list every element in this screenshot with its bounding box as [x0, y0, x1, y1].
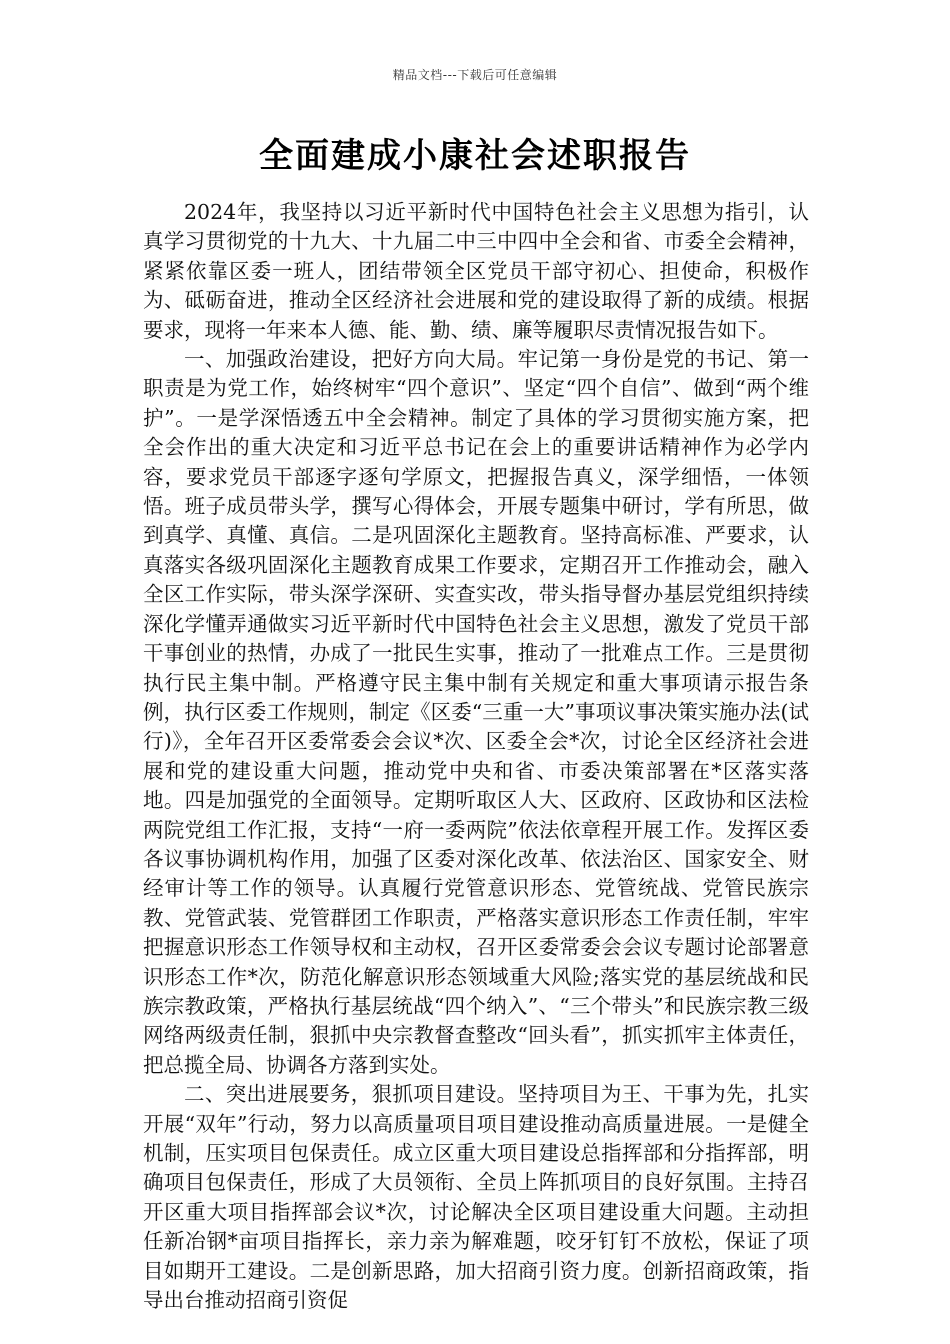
- document-body: [143, 198, 809, 1315]
- paragraph-section-one: 一、加强政治建设，把好方向大局。牢记第一身份是党的书记、第一职责是为党工作，始终树牢“四个意识”、坚定“四个自信”、做到“两个维护”。一是学深悟透五中全会精神。制定了具体的学习贯彻实施方案，把全会作出的重大决定和习近平总书记在会上的重要讲话精神作为必学内容，要求党员干部逐字逐句学原文，把握报告真义，深学细悟，一体领悟。班子成员带头学，撰写心得体会，开展专题集中研讨，学有所思，做到真学、真懂、真信。二是巩固深化主题教育。坚持高标准、严要求，认真落实各级巩固深化主题教育成果工作要求，定期召开工作推动会，融入全区工作实际，带头深学深研、实查实改，带头指导督办基层党组织持续深化学懂弄通做实习近平新时代中国特色社会主义思想，激发了党员干部干事创业的热情，办成了一批民生实事，推动了一批难点工作。三是贯彻执行民主集中制。严格遵守民主集中制有关规定和重大事项请示报告条例，执行区委工作规则，制定《区委“三重一大”事项议事决策实施办法(试行)》，全年召开区委常委会会议*次、区委全会*次，讨论全区经济社会进展和党的建设重大问题，推动党中央和省、市委决策部署在*区落实落地。四是加强党的全面领导。定期听取区人大、区政府、区政协和区法检两院党组工作汇报，支持“一府一委两院”依法依章程开展工作。发挥区委各议事协调机构作用，加强了区委对深化改革、依法治区、国家安全、财经审计等工作的领导。认真履行党管意识形态、党管统战、党管民族宗教、党管武装、党管群团工作职责，严格落实意识形态工作责任制，牢牢把握意识形态工作领导权和主动权，召开区委常委会会议专题讨论部署意识形态工作*次，防范化解意识形态领域重大风险;落实党的基层统战和民族宗教政策，严格执行基层统战“四个纳入”、“三个带头”和民族宗教三级网络两级责任制，狠抓中央宗教督查整改“回头看”，抓实抓牢主体责任，把总揽全局、协调各方落到实处。: [143, 347, 809, 1077]
- paragraph-section-two: 二、突出进展要务，狠抓项目建设。坚持项目为王、干事为先，扎实开展“双年”行动，努力以高质量项目项目建设推动高质量进展。一是健全机制，压实项目包保责任。成立区重大项目建设总指挥部和分指挥部，明确项目包保责任，形成了大员领衔、全员上阵抓项目的良好氛围。主持召开区重大项目指挥部会议*次，讨论解决全区项目建设重大问题。主动担任新冶钢*亩项目指挥长，亲力亲为解难题，咬牙钉钉不放松，保证了项目如期开工建设。二是创新思路，加大招商引资力度。创新招商政策，指导出台推动招商引资促: [143, 1082, 809, 1313]
- header-note: 精品文档---下载后可任意编辑: [392, 68, 558, 82]
- document-title: 全面建成小康社会述职报告: [259, 136, 691, 176]
- paragraph-intro: 2024年，我坚持以习近平新时代中国特色社会主义思想为指引，认真学习贯彻党的十九大、十九届二中三中四中全会和省、市委全会精神，紧紧依靠区委一班人，团结带领全区党员干部守初心、担使命，积极作为、砥砺奋进，推动全区经济社会进展和党的建设取得了新的成绩。根据要求，现将一年来本人德、能、勤、绩、廉等履职尽责情况报告如下。: [143, 200, 809, 342]
